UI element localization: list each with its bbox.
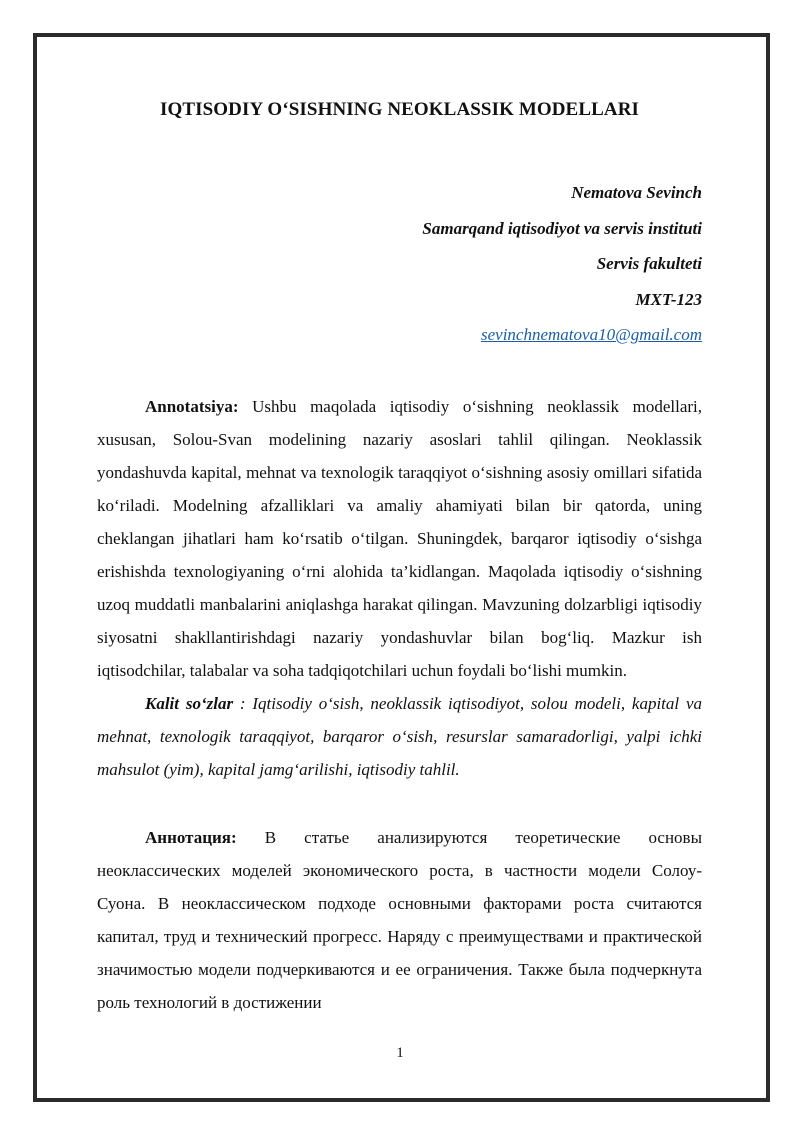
page-title: IQTISODIY O‘SISHNING NEOKLASSIK MODELLARI bbox=[159, 99, 640, 120]
author-group: MXT-123 bbox=[635, 289, 702, 309]
abstract-uz-text: Ushbu maqolada iqtisodiy o‘sishning neoklassik modellari, xususan, Solou-Svan modelining nazariy asoslari tahlil qilingan. Neoklassik yondashuvda kapital, mehnat va texnologik taraqqiyot o‘sishning asosiy omillari sifatida ko‘riladi. Modelning afzalliklari va amaliy ahamiyati bilan bir qatorda, uning cheklangan jihatlari ham ko‘rsatib o‘tilgan. Shuningdek, barqaror iqtisodiy o‘sishga erishishda texnologiyaning o‘rni alohida ta’kidlangan. Maqolada iqtisodiy o‘sishning uzoq muddatli manbalarini aniqlashga harakat qilingan. Mavzuning dolzarbligi iqtisodiy siyosatni shakllantirishdagi nazariy yondashuvlar bilan bog‘liq. Mazkur ish iqtisodchilar, talabalar va soha tadqiqotchilari uchun foydali bo‘lishi mumkin. bbox=[97, 396, 702, 680]
abstract-ru bbox=[97, 821, 702, 1019]
page-number: 1 bbox=[396, 1045, 404, 1061]
abstract-uz-label: Annotatsiya: bbox=[145, 396, 239, 416]
author-block bbox=[97, 175, 702, 353]
author-faculty: Servis fakulteti bbox=[596, 254, 702, 273]
keywords-uz bbox=[97, 687, 702, 786]
abstract-ru-label: Аннотация: bbox=[145, 827, 237, 847]
keywords-uz-label: Kalit so‘zlar bbox=[145, 693, 234, 713]
document-content bbox=[97, 97, 702, 1019]
abstract-ru-text: В статье анализируются теоретические основы неоклассических моделей экономического роста, в частности модели Солоу-Суона. В неоклассическом подходе основными факторами роста считаются капитал, труд и технический прогресс. Наряду с преимуществами и практической значимостью модели подчеркиваются и ее ограничения. Также была подчеркнута роль технологий в достижении bbox=[97, 827, 702, 1012]
author-email-link[interactable]: sevinchnematova10@gmail.com bbox=[481, 325, 702, 344]
abstract-uz bbox=[97, 390, 702, 687]
keywords-uz-text: : Iqtisodiy o‘sish, neoklassik iqtisodiyot, solou modeli, kapital va mehnat, texnologik taraqqiyot, barqaror o‘sish, resurslar samaradorligi, yalpi ichki mahsulot (yim), kapital jamg‘arilishi, iqtisodiy tahlil. bbox=[97, 693, 702, 779]
author-institution: Samarqand iqtisodiyot va servis instituti bbox=[422, 218, 702, 238]
author-name: Nematova Sevinch bbox=[571, 183, 702, 202]
